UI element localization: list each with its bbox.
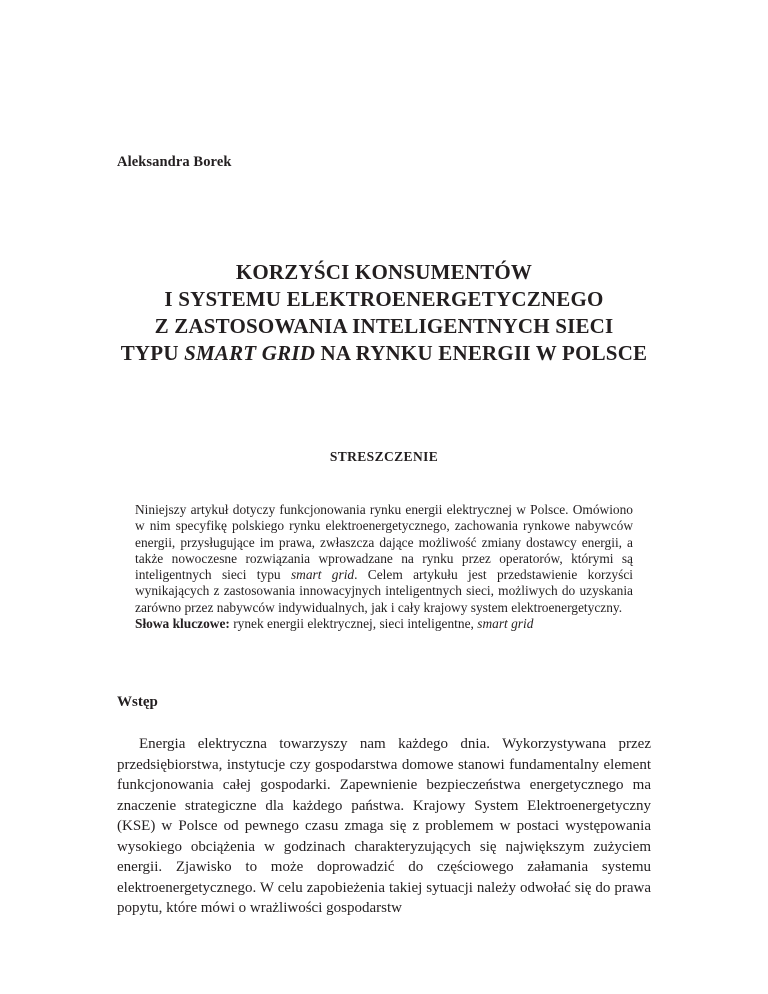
keywords-label: Słowa kluczowe: [135, 616, 230, 632]
abstract-text-part-2: . Celem artykułu jest przedstawienie korzyści wynikających z zastosowania innowacyjnych inteligentnych sieci, możliwych do uzyskania zarówno przez nabywców indywidualnych, jak i cały krajowy system elektroenergetyczny. [135, 567, 633, 615]
title-line-4 [100, 340, 668, 367]
abstract-block [135, 502, 633, 632]
section-heading: Wstęp [117, 694, 158, 710]
title-line-4-italic: SMART GRID [184, 341, 316, 365]
abstract-heading: STRESZCZENIE [329, 449, 439, 464]
title-line-2: I SYSTEMU ELEKTROENERGETYCZNEGO [164, 287, 604, 311]
abstract-text-italic: smart grid [290, 567, 355, 583]
abstract-text-part-1: Niniejszy artykuł dotyczy funkcjonowania rynku energii elektrycznej w Polsce. Omówiono w nim specyfikę polskiego rynku elektroenergetycznego, zachowania rynkowe nabywców energii, przysługujące im prawa, zwłaszcza dające możliwość zmiany dostawcy energii, a także nowoczesne rozwiązania wprowadzane na rynku przez operatorów, którymi są inteligentnych sieci typu [135, 502, 633, 583]
article-title [100, 259, 668, 367]
keywords-text: rynek energii elektrycznej, sieci inteligentne, [229, 616, 478, 632]
title-line-1: KORZYŚCI KONSUMENTÓW [235, 260, 533, 284]
title-line-3: Z ZASTOSOWANIA INTELIGENTNYCH SIECI [154, 314, 614, 338]
keywords [135, 616, 633, 632]
keywords-italic: smart grid [477, 616, 534, 632]
abstract-text [135, 502, 633, 616]
author-name: Aleksandra Borek [117, 154, 232, 170]
title-line-4-prefix: TYPU [120, 341, 185, 365]
body-paragraph: Energia elektryczna towarzyszy nam każdego dnia. Wykorzystywana przez przedsiębiorstwa, instytucje czy gospodarstwa domowe stanowi fundamentalny element funkcjonowania całej gospodarki. Zapewnienie bezpieczeństwa energetycznego ma znaczenie strategiczne dla każdego państwa. Krajowy System Elektroenergetyczny (KSE) w Polsce od pewnego czasu zmaga się z problemem w postaci występowania wysokiego obciążenia w godzinach charakteryzujących się największym zużyciem energii. Zjawisko to może doprowadzić do częściowego załamania systemu elektroenergetycznego. W celu zapobieżenia takiej sytuacji należy odwołać się do prawa popytu, które mówi o wrażliwości gospodarstw [117, 736, 651, 916]
title-line-4-suffix: NA RYNKU ENERGII W POLSCE [315, 341, 648, 365]
